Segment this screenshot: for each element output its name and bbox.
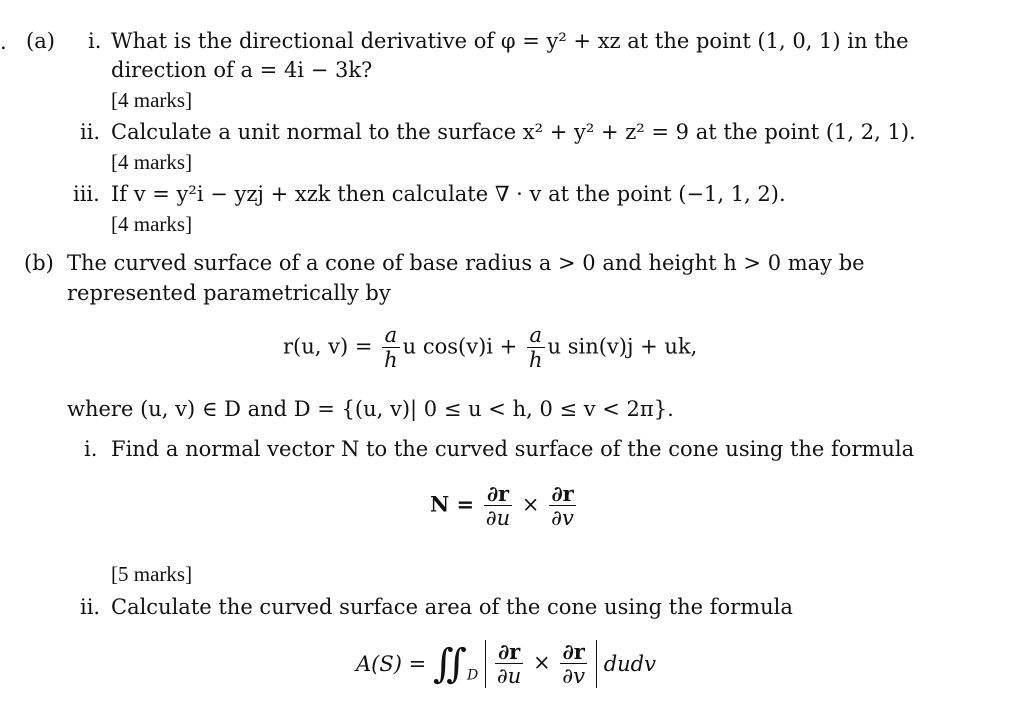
parametric-equation [283,324,697,372]
part-a-q2-marks: [4 marks] [111,150,193,174]
part-a-q1-line1: What is the directional derivative of φ = y² + xz at the point (1, 0, 1) in the [111,29,909,53]
domain-definition: where (u, v) ∈ D and D = {(u, v)| 0 ≤ u < h, 0 ≤ v < 2π}. [67,397,674,421]
n-eq-lhs: N = [430,491,475,517]
part-b-label: (b) [24,251,54,275]
dr-du-fraction [484,482,512,530]
area-dr-dv-num: ∂r [562,639,585,664]
normal-vector-formula [430,482,579,530]
eq1-fraction-2 [527,324,545,372]
dr-du-den: ∂u [485,506,511,531]
part-b-q1-number: i. [84,437,98,461]
eq1-term1: u cos(v)i + [402,334,518,359]
part-a-q1-number: i. [88,29,102,53]
area-dr-du-den: ∂u [496,664,522,689]
part-b-q2-text: Calculate the curved surface area of the cone using the formula [111,595,793,619]
eq1-frac2-den: h [528,348,543,373]
part-b-q1-text: Find a normal vector N to the curved surface of the cone using the formula [111,437,915,461]
part-b-q2-number: ii. [80,595,101,619]
area-dr-du-num: ∂r [497,639,521,664]
part-a-q2-number: ii. [80,120,101,144]
part-a-q3-line1: If v = y²i − yzj + xzk then calculate ∇ · v at the point (−1, 1, 2). [111,182,786,206]
area-cross-symbol: × [532,650,551,675]
part-a-q3-marks: [4 marks] [111,212,193,236]
area-dr-du-fraction [495,640,523,688]
cross-symbol: × [521,492,540,517]
dr-dv-fraction [549,482,576,530]
differential: dudv [603,652,656,677]
eq1-frac1-den: h [384,348,398,373]
part-a-q2-line1: Calculate a unit normal to the surface x² + y² + z² = 9 at the point (1, 2, 1). [111,120,916,144]
part-a-q1-line2: direction of a = 4i − 3k? [111,58,373,82]
magnitude-bars [485,640,597,688]
area-dr-dv-fraction [560,640,587,688]
dr-dv-den: ∂v [551,506,574,531]
eq1-fraction-1 [382,324,400,372]
part-b-intro-line1: The curved surface of a cone of base radius a > 0 and height h > 0 may be [67,251,865,275]
integral-domain: D [466,667,479,684]
dr-dv-num: ∂r [551,481,574,506]
eq1-frac2-num: a [529,323,542,347]
eq1-term2: u sin(v)j + uk, [547,334,698,359]
area-dr-dv-den: ∂v [562,664,585,689]
eq1-frac1-num: a [384,323,398,347]
part-b-q1-marks: [5 marks] [111,562,193,586]
eq1-lhs: r(u, v) = [283,334,373,359]
part-a-q1-marks: [4 marks] [111,88,193,112]
part-a-label: (a) [26,29,55,53]
dr-du-num: ∂r [486,481,510,506]
part-a-q3-number: iii. [73,182,100,206]
margin-dot: . [0,30,7,54]
double-integral-sign: ∬ [432,641,467,688]
area-lhs: A(S) = [356,652,427,677]
surface-area-formula [356,640,656,688]
part-b-intro-line2: represented parametrically by [67,281,391,305]
